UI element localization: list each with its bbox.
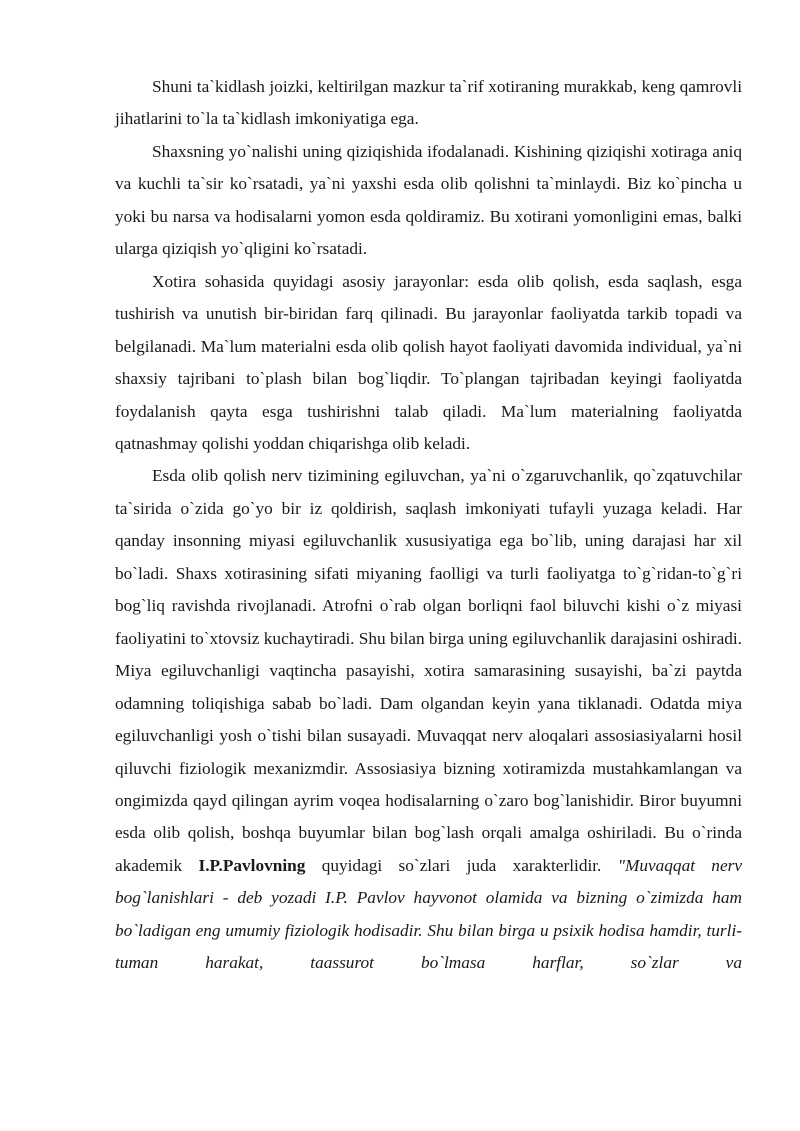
paragraph-1: Shuni ta`kidlash joizki, keltirilgan mazkur ta`rif xotiraning murakkab, keng qamrovli jihatlarini to`la ta`kidlash imkoniyatiga ega. (115, 77, 742, 129)
paragraph-4-text: Esda olib qolish nerv tizimining egiluvchan, ya`ni o`zgaruvchanlik, qo`zqatuvchilar ta`sirida o`zida go`yo bir iz qoldirish, saqlash imkoniyati tufayli yuzaga keladi. Har qanday insonning miyasi egiluvchanlik xususiyatiga ega bo`lib, uning darajasi har xil bo`ladi. Shaxs xotirasining sifati miyaning faolligi va turli faoliyatga to`g`ridan-to`g`ri bog`liq ravishda rivojlanadi. Atrofni o`rab olgan borliqni faol biluvchi kishi o`z miyasi faoliyatini to`xtovsiz kuchaytiradi. Shu bilan birga uning egiluvchanlik darajasini oshiradi. Miya egiluvchanligi vaqtincha pasayishi, xotira samarasining susayishi, ba`zi paytda odamning toliqishiga sabab bo`ladi. Dam olgandan keyin yana tiklanadi. Odatda miya egiluvchanligi yosh o`tishi bilan susayadi. Muvaqqat nerv aloqalari assosiasiyalarni hosil qiluvchi fiziologik mexanizmdir. Assosiasiya bizning xotiramizda mustahkamlangan va ongimizda qayd qilingan ayrim voqea hodisalarning o`zaro bog`lanishidir. Biror buyumni esda olib qolish, boshqa buyumlar bilan bog`lash orqali amalga oshiriladi. Bu o`rinda akademik (115, 466, 742, 875)
page-body-text (115, 71, 742, 980)
paragraph-4 (115, 460, 742, 979)
author-name: I.P.Pavlovning (198, 855, 306, 875)
paragraph-3: Xotira sohasida quyidagi asosiy jarayonlar: esda olib qolish, esda saqlash, esga tushirish va unutish bir-biridan farq qilinadi. Bu jarayonlar faoliyatda tarkib topadi va belgilanadi. Ma`lum materialni esda olib qolish hayot faoliyati davomida individual, ya`ni shaxsiy tajribani to`plash bilan bog`liqdir. To`plangan tajribadan keyingi faoliyatda foydalanish qayta esga tushirishni talab qiladi. Ma`lum materialning faoliyatda qatnashmay qolishi yoddan chiqarishga olib keladi. (115, 271, 742, 453)
pavlov-quote: "Muvaqqat nerv bog`lanishlari - deb yozadi I.P. Pavlov hayvonot olamida va bizning o`zimizda ham bo`ladigan eng umumiy fiziologik hodisadir. Shu bilan birga u psixik hodisa hamdir, turli-tuman harakat, taassurot bo`lmasa harflar, so`zlar va (115, 855, 743, 973)
paragraph-4-text-after: quyidagi so`zlari juda xarakterlidir. (321, 855, 602, 875)
paragraph-2: Shaxsning yo`nalishi uning qiziqishida ifodalanadi. Kishining qiziqishi xotiraga aniq va kuchli ta`sir ko`rsatadi, ya`ni yaxshi esda olib qolishni ta`minlaydi. Biz ko`pincha u yoki bu narsa va hodisalarni yomon esda qoldiramiz. Bu xotirani yomonligini emas, balki ularga qiziqish yo`qligini ko`rsatadi. (115, 141, 742, 259)
